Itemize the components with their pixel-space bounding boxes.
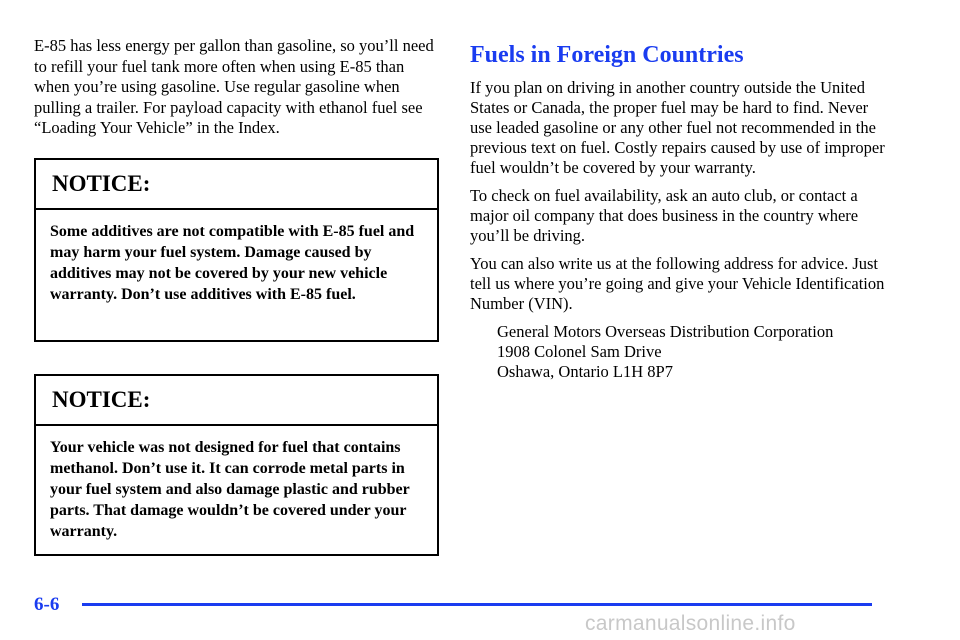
address-line: General Motors Overseas Distribution Corporation xyxy=(497,322,834,341)
section-title: Fuels in Foreign Countries xyxy=(470,42,744,68)
notice-heading: NOTICE: xyxy=(36,160,437,210)
notice-body: Some additives are not compatible with E-85 fuel and may harm your fuel system. Damage caused by additives may not be covered by your new vehicle warranty. Don’t use additives with E-85 fuel. xyxy=(50,223,415,303)
notice-body: Your vehicle was not designed for fuel that contains methanol. Don’t use it. It can corrode metal parts in your fuel system and also damage plastic and rubber parts. That damage wouldn’t be covered under your warranty. xyxy=(50,439,410,540)
body-paragraph: If you plan on driving in another country outside the United States or Canada, the proper fuel may be hard to find. Never use leaded gasoline or any other fuel not recommended in the previous text on fuel. Costly repairs caused by use of improper fuel wouldn’t be covered by your warranty. xyxy=(470,78,885,177)
notice-box-methanol xyxy=(34,374,439,556)
address-line: Oshawa, Ontario L1H 8P7 xyxy=(497,362,673,381)
address-line: 1908 Colonel Sam Drive xyxy=(497,342,662,361)
footer-rule xyxy=(82,603,872,606)
mailing-address xyxy=(497,322,890,382)
watermark: carmanualsonline.info xyxy=(585,612,796,635)
body-paragraph: To check on fuel availability, ask an auto club, or contact a major oil company that does business in the country where you’ll be driving. xyxy=(470,186,859,245)
e85-intro-paragraph: E-85 has less energy per gallon than gasoline, so you’ll need to refill your fuel tank more often when using E-85 than when you’re using gasoline. Use regular gasoline when pulling a trailer. For payload capacity with ethanol fuel see “Loading Your Vehicle” in the Index. xyxy=(34,36,434,137)
notice-box-additives xyxy=(34,158,439,342)
notice-heading: NOTICE: xyxy=(36,376,437,426)
right-column xyxy=(470,36,890,382)
left-column xyxy=(34,36,442,139)
body-paragraph: You can also write us at the following address for advice. Just tell us where you’re going and give your Vehicle Identification Number (VIN). xyxy=(470,254,885,313)
page-number: 6-6 xyxy=(34,594,60,615)
